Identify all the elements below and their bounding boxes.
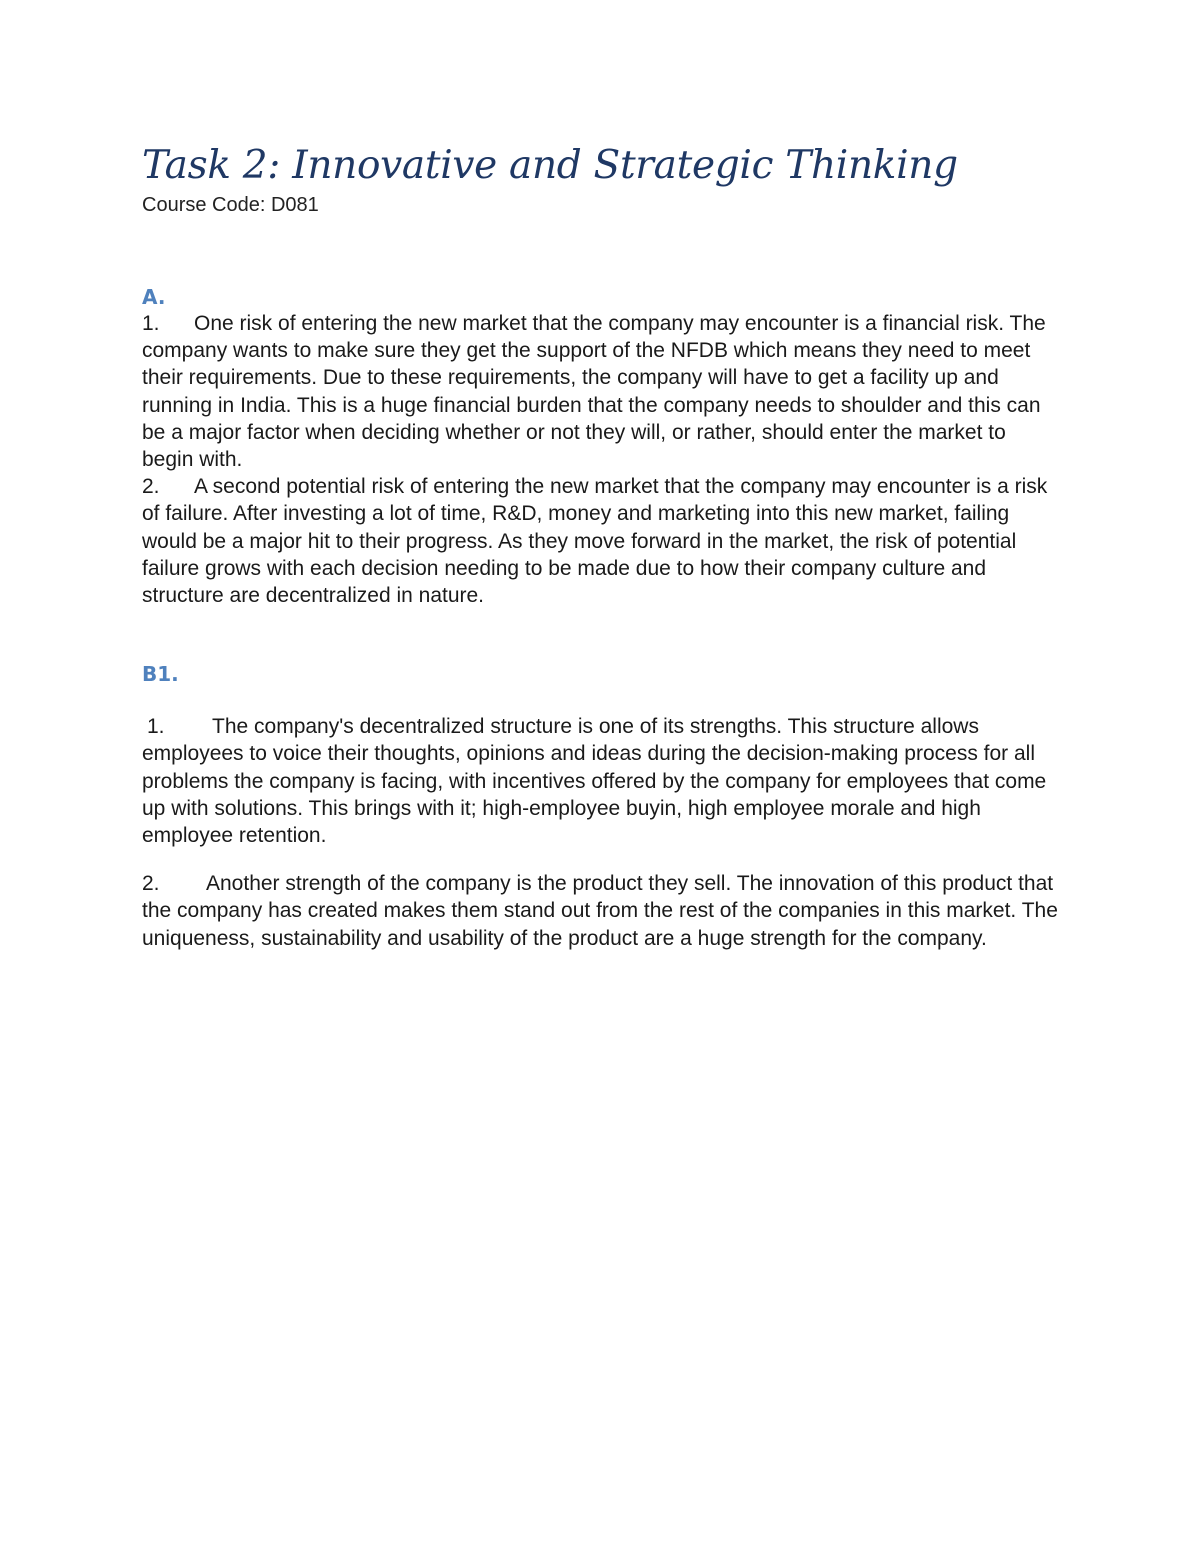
section-b1-item-1 <box>142 713 1062 849</box>
item-number: 2. <box>142 475 160 499</box>
item-text: A second potential risk of entering the new market that the company may encounter is a risk of failure. After investing a lot of time, R&D, money and marketing into this new market, failing would be a major hit to their progress. As they move forward in the market, the risk of potential failure grows with each decision needing to be made due to how their company culture and structure are decentralized in nature. <box>142 475 1048 608</box>
item-number: 2. <box>142 872 160 896</box>
item-number: 1. <box>142 312 160 335</box>
section-b1-heading: B1. <box>142 662 179 687</box>
section-b1-item-2 <box>142 870 1062 952</box>
item-text: One risk of entering the new market that the company may encounter is a financial risk. The company wants to make sure they get the support of the NFDB which means they need to meet their requirements. Due to these requirements, the company will have to get a facility up and running in India. This is a huge financial burden that the company needs to shoulder and this can be a major factor when deciding whether or not they will, or rather, should enter the market to begin with. <box>142 312 1046 472</box>
document-content <box>142 140 1062 952</box>
item-text: Another strength of the company is the product they sell. The innovation of this product that the company has created makes them stand out from the rest of the companies in this market. The uniqueness, sustainability and usability of the product are a huge strength for the company. <box>142 872 1058 950</box>
section-a-item-1 <box>142 310 1062 473</box>
document-title: Task 2: Innovative and Strategic Thinking <box>142 143 958 188</box>
course-code: Course Code: D081 <box>142 194 319 216</box>
item-number: 1. <box>147 715 165 739</box>
section-a-heading: A. <box>142 285 166 309</box>
item-text: The company's decentralized structure is one of its strengths. This structure allows employees to voice their thoughts, opinions and ideas during the decision-making process for all problems the company is facing, with incentives offered by the company for employees that come up with solutions. This brings with it; high-employee buyin, high employee morale and high employee retention. <box>142 715 1047 848</box>
section-a-item-2 <box>142 473 1062 609</box>
